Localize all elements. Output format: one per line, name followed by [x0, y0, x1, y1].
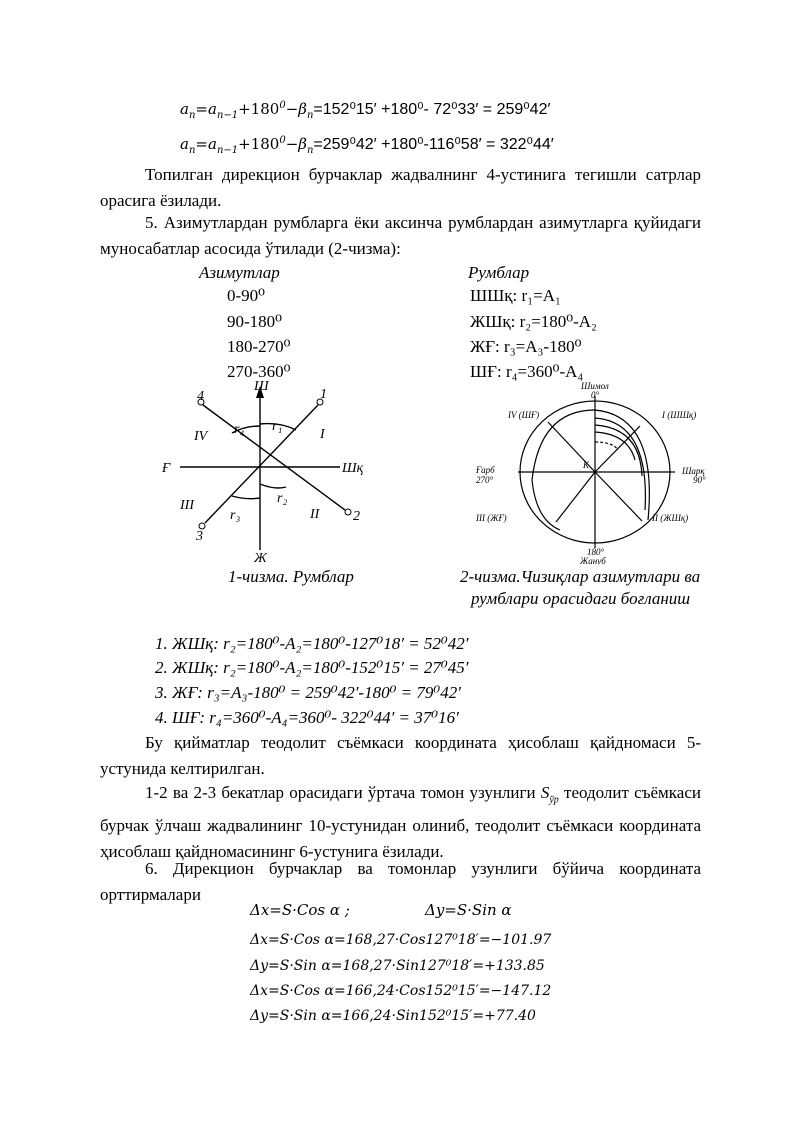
list-item-1: 1. ЖШқ: r₂=180⁰-A₂=180⁰-127⁰18′ = 52⁰42′	[155, 634, 469, 653]
figure-2-caption-line-1: 2-чизма.Чизиқлар азимутлари ва	[460, 567, 701, 586]
fig1-point-1: 1	[320, 387, 327, 402]
fig1-point-4: 4	[197, 389, 204, 404]
figure-2-azimuth-rumb-relation	[470, 380, 720, 565]
fig1-rumb-r4: r₄	[234, 422, 245, 437]
figure-1-caption: 1-чизма. Румблар	[228, 567, 354, 586]
figure-2-caption-line-2: румблари орасидаги боғланиш	[471, 589, 691, 608]
fig1-quadrant-3: III	[180, 498, 194, 513]
fig2-east-label: Шарқ	[682, 466, 705, 476]
fig1-north-label: Ш	[254, 379, 269, 394]
point-2-marker	[345, 509, 351, 515]
fig1-west-label: Ғ	[162, 461, 170, 476]
increment-formula-2: Δy=S·Sin α=168,27·Sin127⁰18′=+133.85	[250, 958, 545, 974]
increment-formula-3: Δx=S·Cos α=166,24·Cos152⁰15′=−147.12	[250, 983, 552, 999]
rumb-formula-1: ШШқ: r₁=A₁	[470, 286, 561, 305]
table-head-rumb: Румблар	[468, 263, 530, 282]
fig1-rumb-r2: r₂	[277, 491, 288, 506]
fig1-south-label: Ж	[254, 551, 267, 563]
fig1-quadrant-2: II	[310, 507, 320, 522]
fig2-quadrant-2: II (ЖШқ)	[652, 513, 689, 523]
rumb-formula-3: ЖҒ: r₃=A₃-180⁰	[470, 337, 582, 356]
fig1-rumb-r1: r₁	[272, 419, 283, 434]
fig1-quadrant-1: I	[320, 427, 325, 442]
list-item-3: 3. ЖҒ: r₃=A₃-180⁰ = 259⁰42′-180⁰ = 79⁰42′	[155, 683, 461, 702]
formula-direction-angle-1: $a_n=a_{n-1}+180^0-\beta_n=152^015' +180^0-$ 72⁰33′ = 259⁰42′	[180, 100, 551, 121]
increment-formula-1: Δx=S·Cos α=168,27·Cos127⁰18′=−101.97	[250, 932, 552, 948]
fig1-east-label: Шқ	[342, 461, 364, 476]
paragraph-3: Бу қийматлар теодолит съёмкаси координата ҳисоблаш қайдномаси 5-устунида келтирилган.	[100, 733, 701, 778]
increment-formula-4: Δy=S·Sin α=166,24·Sin152⁰15′=+77.40	[250, 1008, 536, 1024]
fig2-east-deg: 90°	[693, 475, 706, 485]
rumb-formula-4: ШҒ: r₄=360⁰-A₄	[470, 362, 584, 381]
paragraph-1: Топилган дирекцион бурчаклар жадвалнинг 4-устинига тегишли сатрлар орасига ёзилади.	[100, 165, 701, 210]
general-formula-dx: Δx=S·Cos α ;	[250, 901, 350, 919]
fig1-rumb-r3: r₃	[230, 508, 241, 523]
fig2-north-label: Шимол	[581, 381, 609, 391]
fig2-quadrant-4: IV (ШҒ)	[508, 410, 540, 420]
list-item-4: 4. ШҒ: r₄=360⁰-A₄=360⁰- 322⁰44′ = 37⁰16′	[155, 708, 459, 727]
list-item-2: 2. ЖШқ: r₂=180⁰-A₂=180⁰-152⁰15′ = 27⁰45′	[155, 658, 469, 677]
fig2-west-label: Ғарб	[476, 465, 495, 475]
table-head-azimuth: Азимутлар	[199, 263, 280, 282]
fig2-south-label: Жануб	[580, 556, 606, 565]
paragraph-4: 1-2 ва 2-3 бекатлар орасидаги ўртача томон узунлиги $S_{ўр}$ теодолит съёмкаси бурчак ўлчаш жадвалининг 10-устунидан олиниб, теодолит съёмкаси координата ҳисоблаш қайдномасининг 6-устунига ёзилади.	[100, 783, 701, 862]
fig1-quadrant-4: IV	[194, 429, 208, 444]
fig1-point-2: 2	[353, 509, 360, 524]
formula-direction-angle-2: $a_n=a_{n-1}+180^0-\beta_n=259^042' +180^0-116^058' = 322^044'$	[180, 135, 554, 156]
azimuth-range-1: 0-90⁰	[227, 286, 265, 305]
fig2-west-deg: 270°	[476, 475, 494, 485]
fig2-quadrant-3: III (ЖҒ)	[476, 513, 507, 523]
paragraph-5: 6. Дирекцион бурчаклар ва томонлар узунлиги бўйича координата орттирмалари	[100, 859, 701, 904]
fig2-center-label: К	[583, 460, 589, 470]
fig2-north-deg: 0°	[591, 390, 600, 400]
fig1-point-3: 3	[196, 529, 203, 544]
general-formula-dy: Δy=S·Sin α	[425, 901, 512, 919]
fig2-quadrant-1: I (ШШқ)	[662, 410, 697, 420]
fig2-south-deg: 180°	[587, 547, 605, 557]
azimuth-range-2: 90-180⁰	[227, 312, 282, 331]
paragraph-2: 5. Азимутлардан румбларга ёки аксинча румблардан азимутларга қуйидаги муносабатлар асосида ўтилади (2-чизма):	[100, 213, 701, 258]
rumb-formula-2: ЖШқ: r₂=180⁰-A₂	[470, 312, 597, 331]
azimuth-range-4: 270-360⁰	[227, 362, 291, 381]
azimuth-range-3: 180-270⁰	[227, 337, 291, 356]
figure-1-rumbs	[150, 378, 370, 563]
